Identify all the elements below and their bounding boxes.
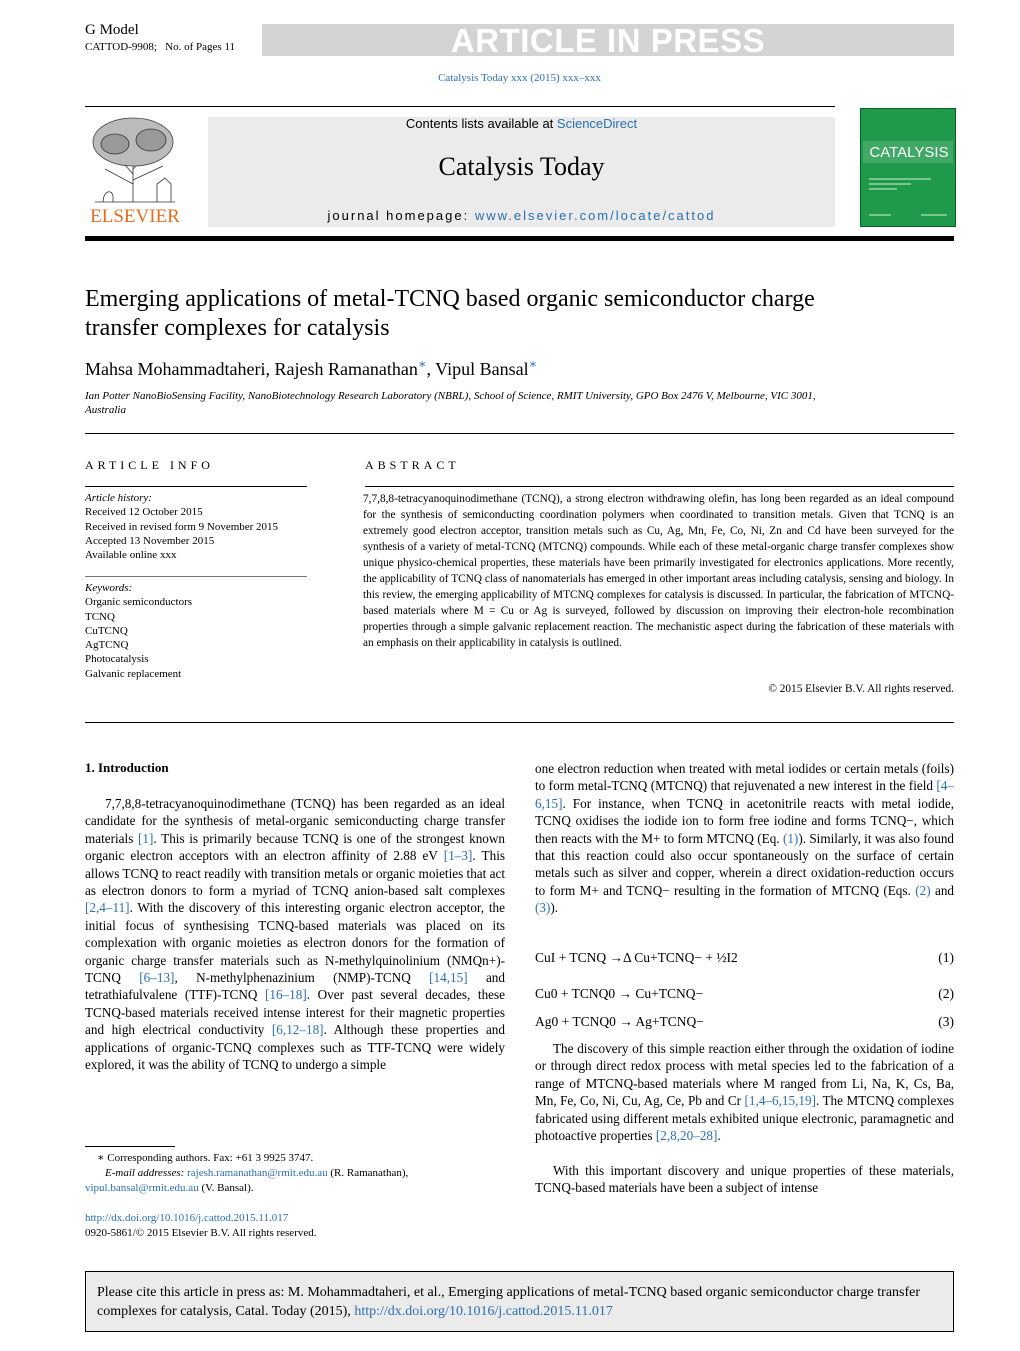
homepage-link[interactable]: www.elsevier.com/locate/cattod <box>474 208 716 223</box>
issn-copyright: 0920-5861/© 2015 Elsevier B.V. All rights reserved. <box>85 1227 317 1239</box>
keywords <box>85 581 307 681</box>
history-item: Received in revised form 9 November 2015 <box>85 520 279 533</box>
keyword: AgTCNQ <box>85 639 129 652</box>
header-rule <box>85 106 835 107</box>
citation-link[interactable]: [4–6,15] <box>535 778 954 811</box>
equation-number: (1) <box>938 950 954 965</box>
article-title: Emerging applications of metal-TCNQ based organic semiconductor charge transfer complexes for catalysis <box>85 286 815 341</box>
citation-link[interactable]: [6,12–18] <box>271 1022 324 1038</box>
masthead-rule <box>85 236 954 241</box>
article-info-heading: ARTICLE INFO <box>85 458 214 472</box>
equation-number: (2) <box>938 986 954 1001</box>
citation-link[interactable]: [14,15] <box>429 970 468 986</box>
citation-text: Please cite this article in press as: M. Mohammadtaheri, et al., Emerging applications of metal-TCNQ based organic semiconductor charge transfer complexes for catalysis, Catal. Today (2015), http://dx.doi.org/10.1016/j.cattod.2015.11.017 <box>97 1285 921 1319</box>
manuscript-id <box>85 22 235 56</box>
keyword: TCNQ <box>85 610 115 623</box>
corresponding-author-note: ∗ Corresponding authors. Fax: +61 3 9925 3747. <box>97 1152 314 1164</box>
citation-link[interactable]: [1] <box>138 830 154 846</box>
equation-text: CuI + TCNQ →Δ Cu+TCNQ− + ½I2 <box>535 950 738 965</box>
sciencedirect-link[interactable]: ScienceDirect <box>556 116 638 131</box>
equation-link[interactable]: (3) <box>535 900 551 916</box>
history-item: Accepted 13 November 2015 <box>85 534 215 547</box>
keywords-rule <box>85 576 307 577</box>
gmodel-label: G Model <box>85 22 139 38</box>
keywords-label: Keywords: <box>85 582 133 594</box>
doi-link[interactable]: http://dx.doi.org/10.1016/j.cattod.2015.11.017 <box>85 1212 289 1224</box>
article-history <box>85 491 307 562</box>
citation-link[interactable]: [6–13] <box>139 970 175 986</box>
history-item: Received 12 October 2015 <box>85 506 203 519</box>
article-in-press-label: ARTICLE IN PRESS <box>450 22 766 59</box>
abstract-body: 7,7,8,8-tetracyanoquinodimethane (TCNQ), a strong electron withdrawing olefin, has long been regarded as an ideal compound for the synthesis of semiconducting coordination polymers when coordinated to transition metals. Given that TCNQ is an extremely good electron acceptor, transition metals such as Cu, Ag, Mn, Fe, Co, Ni, Zn and Cd have been surveyed for the synthesis of a variety of metal-TCNQ (MTCNQ) compounds. While each of these metal-organic charge transfer complexes show unique physico-chemical properties, these materials have been primarily investigated for electronics applications. More recently, the applicability of TCNQ class of nanomaterials has emerged in other important areas including catalysis, sensing and biology. In this review, the emerging applicability of MTCNQ complexes for catalysis is discussed. In particular, the fabrication of MTCNQ-based materials where M = Cu or Ag is surveyed, followed by discussion on improving their electron-hole recombination properties through a simple galvanic replacement reaction. The mechanistic aspect during the fabrication of these materials with an emphasis on their applicability in catalysis is outlined. <box>363 493 954 649</box>
equation-number: (3) <box>938 1014 954 1029</box>
footnotes: ∗ Corresponding authors. Fax: +61 3 9925 3747. E-mail addresses: rajesh.ramanathan@rmit.edu.au (R. Ramanathan), vipul.bansal@rmit.edu.au (V. Bansal). <box>85 1151 505 1196</box>
citation-link[interactable]: [2,8,20–28] <box>655 1128 718 1144</box>
equation-text: Cu0 + TCNQ0 → Cu+TCNQ− <box>535 986 704 1001</box>
history-item: Available online xxx <box>85 549 177 562</box>
body-paragraph: With this important discovery and unique properties of these materials, TCNQ-based materials have been a subject of intense <box>535 1163 954 1196</box>
email-label: E-mail addresses: <box>105 1167 185 1179</box>
equation-link[interactable]: (1) <box>782 830 799 846</box>
citation-link[interactable]: [2,4–11] <box>85 900 130 916</box>
keyword: Organic semiconductors <box>85 596 193 609</box>
equation-text: Ag0 + TCNQ0 → Ag+TCNQ− <box>535 1014 704 1029</box>
section-heading-introduction: 1. Introduction <box>85 760 169 775</box>
elsevier-logo <box>85 114 185 226</box>
citation-doi-link[interactable]: http://dx.doi.org/10.1016/j.cattod.2015.11.017 <box>354 1304 613 1319</box>
homepage-label: journal homepage: <box>327 208 475 223</box>
cover-image <box>861 109 955 226</box>
body-paragraph: The discovery of this simple reaction either through the oxidation of iodine or through direct redox process with metal species led to the fabrication of a range of MTCNQ-based materials where M ranged from Li, Na, K, Cs, Ba, Mn, Fe, Co, Ni, Cu, Ag, Ce, Pb and Cr [1,4–6,15,19]. The MTCNQ complexes fabricated using different metals exhibited unique electronic, paramagnetic and photoactive properties [2,8,20–28]. <box>535 1041 954 1144</box>
equation-3 <box>535 1014 954 1030</box>
email-link[interactable]: vipul.bansal@rmit.edu.au <box>85 1182 199 1194</box>
equation-1 <box>535 950 954 966</box>
article-info-rule <box>85 486 307 487</box>
article-id: CATTOD-9908; <box>85 41 157 53</box>
affiliation-rule <box>85 433 954 434</box>
journal-cover-thumbnail[interactable] <box>860 108 956 227</box>
page-count: No. of Pages 11 <box>165 41 236 53</box>
contents-prefix: Contents lists available at <box>405 116 557 131</box>
elsevier-wordmark: ELSEVIER <box>90 206 180 226</box>
contents-availability <box>208 116 835 131</box>
author-name: Mahsa Mohammadtaheri <box>85 359 266 379</box>
corresponding-author-marker[interactable]: ∗ <box>528 357 538 371</box>
abstract-copyright: © 2015 Elsevier B.V. All rights reserved. <box>768 683 954 695</box>
keyword: Galvanic replacement <box>85 667 182 680</box>
intro-paragraph: 7,7,8,8-tetracyanoquinodimethane (TCNQ) has been regarded as an ideal candidate for the synthesis of metal-organic semiconducting charge transfer materials [1]. This is primarily because TCNQ is one of the strongest known organic electron acceptors with an electron affinity of 2.88 eV [1–3]. This allows TCNQ to react readily with transition metals or organic moieties that act as electron donors to form a myriad of TCNQ anion-based salt complexes [2,4–11]. With the discovery of this interesting organic electron acceptor, the initial focus of synthesising TCNQ-based materials was placed on its complexation with organic moieties as electron donors for the formation of organic charge transfer materials such as N-methylquinolinium (NMQn+)-TCNQ [6–13], N-methylphenazinium (NMP)-TCNQ [14,15] and tetrathiafulvalene (TTF)-TCNQ [16–18]. Over past several decades, these TCNQ-based materials received intense interest for their magnetic properties and high electrical conductivity [6,12–18]. Although these properties and applications of organic-TCNQ complexes such as TTF-TCNQ were widely explored, it was the ability of TCNQ to undergo a simple <box>85 796 506 1073</box>
history-label: Article history: <box>85 492 152 504</box>
abstract-rule <box>365 486 954 487</box>
footnote-rule <box>85 1146 175 1147</box>
journal-title: Catalysis Today <box>438 152 605 181</box>
citation-link[interactable]: [1–3] <box>443 848 473 864</box>
body-paragraph: one electron reduction when treated with metal iodides or certain metals (foils) to form metal-TCNQ (MTCNQ) that rejuvenated a new interest in the field [4–6,15]. For instance, when TCNQ in acetonitrile reacts with metal iodide, TCNQ oxidises the iodide ion to form free iodine and forms TCNQ−, which then reacts with the M+ to form MTCNQ (Eq. (1)). Similarly, it was also found that this reaction could also occur spontaneously on the surface of certain metals such as silver and copper, wherein a direct oxidation-reduction occurs to form M+ and TCNQ− resulting in the formation of MTCNQ (Eqs. (2) and (3)). <box>535 761 955 916</box>
author-name: Rajesh Ramanathan <box>274 359 418 379</box>
affiliation: Ian Potter NanoBioSensing Facility, NanoBiotechnology Research Laboratory (NBRL), School of Science, RMIT University, GPO Box 2476 V, Melbourne, VIC 3001, Australia <box>85 390 816 416</box>
author-name: Vipul Bansal <box>435 359 529 379</box>
citation-link[interactable]: [1,4–6,15,19] <box>744 1093 816 1109</box>
equation-link[interactable]: (2) <box>915 882 931 898</box>
email-link[interactable]: rajesh.ramanathan@rmit.edu.au <box>187 1167 328 1179</box>
elsevier-tree-icon <box>85 114 185 226</box>
journal-reference-link[interactable]: Catalysis Today xxx (2015) xxx–xxx <box>438 72 601 84</box>
equation-2 <box>535 986 954 1002</box>
author-list: Mahsa Mohammadtaheri, Rajesh Ramanathan∗, Vipul Bansal∗ <box>85 357 538 379</box>
keyword: Photocatalysis <box>85 653 149 666</box>
abstract-heading: ABSTRACT <box>365 458 460 472</box>
doi-block <box>85 1211 505 1241</box>
journal-homepage <box>208 208 835 223</box>
citation-link[interactable]: [16–18] <box>264 987 307 1003</box>
corresponding-author-marker[interactable]: ∗ <box>417 357 427 371</box>
keyword: CuTCNQ <box>85 624 128 637</box>
cover-title: CATALYSIS <box>869 144 949 161</box>
abstract-end-rule <box>85 722 954 723</box>
